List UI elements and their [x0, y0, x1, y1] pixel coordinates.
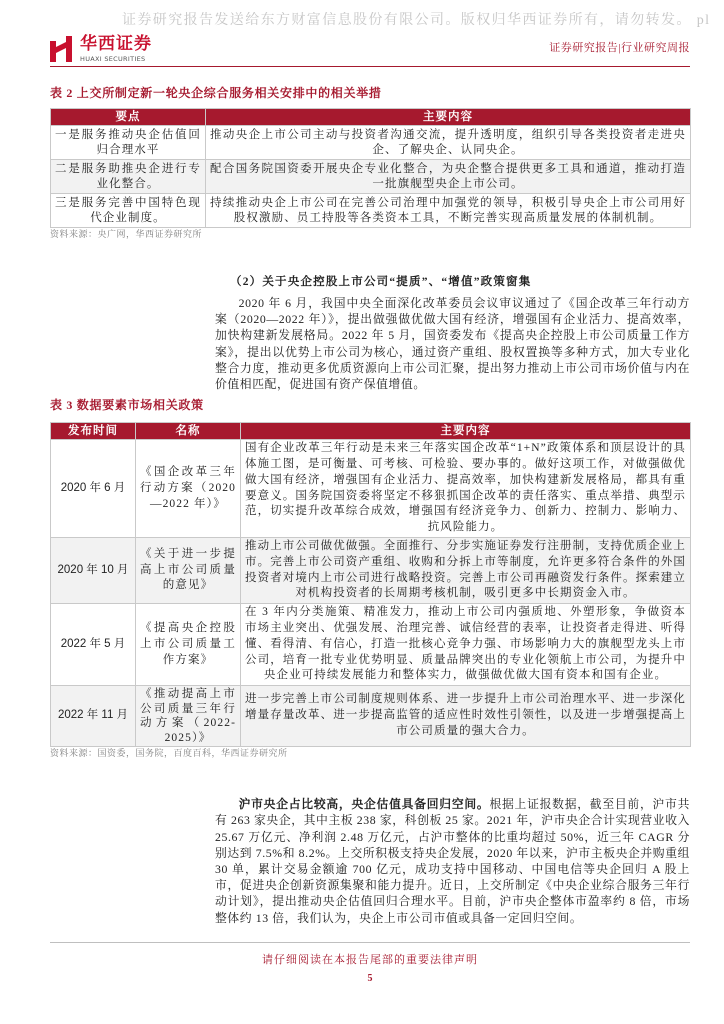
table-3-row-4-content: 进一步完善上市公司制度规则体系、进一步提升上市公司治理水平、进一步深化增量存量改革、进一步提高监管的适应性时效性引领性，以及进一步增强提高上市公司质量的强大合力。	[241, 686, 691, 747]
table-3-row-2-name: 《关于进一步提高上市公司质量的意见》	[136, 538, 241, 604]
huaxi-logo-icon	[50, 36, 74, 62]
table-row	[51, 194, 691, 228]
main-content	[50, 86, 690, 926]
watermark-text: 证券研究报告发送给东方财富信息股份有限公司。版权归华西证券所有，请勿转发。 pl	[122, 13, 711, 28]
table-3-row-1-content: 国有企业改革三年行动是未来三年落实国企改革“1+N”政策体系和顶层设计的具体施工图，是可衡量、可考核、可检验、要办事的。做好这项工作，对做强做优做大国有经济，增强国有企业活力、提高效率，加快构建新发展格局，都具有重要意义。国务院国资委将坚定不移狠抓国企改革的责任落实、重点举措、典型示范，切实提升改革综合成效，增强国有经济竞争力、创新力、控制力、影响力、抗风险能力。	[241, 440, 691, 538]
table-3-header-name: 名称	[136, 423, 241, 440]
paragraph-lead: 沪市央企占比较高，央企估值具备回归空间。	[238, 797, 490, 812]
logo-chinese-name: 华西证券	[80, 34, 152, 54]
table-row	[51, 126, 691, 160]
policy-paragraph: 2020 年 6 月，我国中央全面深化改革委员会议审议通过了《国企改革三年行动方案（2020—2022 年）》，提出做强做优做大国有经济，增强国有企业活力、提高效率，加快构建新发展格局。2022 年 5 月，国资委发布《提高央企控股上市公司质量工作方案》，提出以优势上市公司为核心，通过资产重组、股权置换等多种方式，加大专业化整合力度，推动更多优质资源向上市公司汇聚，提出努力推动上市公司市场价值与内在价值相匹配，促进国有资产保值增值。	[215, 296, 690, 392]
table-3-row-2-date: 2020 年 10 月	[51, 538, 136, 604]
table-3-header-content: 主要内容	[241, 423, 691, 440]
table-2-row-1-content: 推动央企上市公司主动与投资者沟通交流，提升透明度，组织引导各类投资者走进央企、了解央企、认同央企。	[206, 126, 691, 160]
table-2-header-content: 主要内容	[206, 109, 691, 126]
table-3-source: 资料来源：国资委，国务院，百度百科，华西证券研究所	[50, 748, 288, 759]
table-3-row-2-content: 推动上市公司做优做强。全面推行、分步实施证券发行注册制，支持优质企业上市。完善上市公司资产重组、收购和分拆上市等制度，允许更多符合条件的外国投资者对境内上市公司进行战略投资。完善上市公司再融资发行条件。探索建立对机构投资者的长周期考核机制，吸引更多中长期资金入市。	[241, 538, 691, 604]
table-header-row	[51, 109, 691, 126]
table-2-row-1-point: 一是服务推动央企估值回归合理水平	[51, 126, 206, 160]
logo-english-name: HUAXI SECURITIES	[80, 55, 146, 63]
table-3-title: 表 3 数据要素市场相关政策	[50, 398, 204, 413]
table-3-row-3-date: 2022 年 5 月	[51, 604, 136, 686]
table-2	[50, 108, 691, 228]
valuation-paragraph	[215, 796, 690, 926]
header-divider	[50, 66, 690, 67]
table-2-header-point: 要点	[51, 109, 206, 126]
table-3-row-4-date: 2022 年 11 月	[51, 686, 136, 747]
table-row	[51, 604, 691, 686]
footer-divider	[50, 942, 690, 943]
table-3-row-1-name: 《国企改革三年行动方案（2020—2022 年）》	[136, 440, 241, 538]
table-2-row-2-point: 二是服务助推央企进行专业化整合。	[51, 160, 206, 194]
table-2-title: 表 2 上交所制定新一轮央企综合服务相关安排中的相关举措	[50, 86, 382, 100]
table-3-row-1-date: 2020 年 6 月	[51, 440, 136, 538]
table-3-row-4-name: 《推动提高上市公司质量三年行动方案（2022-2025）》	[136, 686, 241, 747]
table-row	[51, 440, 691, 538]
huaxi-logo	[50, 34, 162, 64]
table-3-header-date: 发布时间	[51, 423, 136, 440]
table-header-row	[51, 423, 691, 440]
table-2-row-2-content: 配合国务院国资委开展央企专业化整合，为央企整合提供更多工具和通道，推动打造一批旗舰型央企上市公司。	[206, 160, 691, 194]
table-row	[51, 538, 691, 604]
table-2-row-3-content: 持续推动央企上市公司在完善公司治理中加强党的领导，积极引导央企上市公司用好股权激励、员工持股等各类资本工具，不断完善实现高质量发展的体制机制。	[206, 194, 691, 228]
section-heading: （2）关于央企控股上市公司“提质”、“增值”政策窗集	[230, 276, 532, 288]
table-row	[51, 686, 691, 747]
table-3	[50, 422, 691, 747]
page-number: 5	[367, 973, 373, 984]
table-3-row-3-content: 在 3 年内分类施策、精准发力，推动上市公司内强质地、外塑形象，争做资本市场主业突出、优强发展、治理完善、诚信经营的表率，让投资者走得进、听得懂、看得清、有信心，打造一批核心竞争力强、市场影响力大的旗舰型龙头上市公司，培育一批专业优势明显、质量品牌突出的专业化领航上市公司，为提升中央企业可持续发展能力和整体实力，做强做优做大国有资本和国有企业。	[241, 604, 691, 686]
table-3-row-3-name: 《提高央企控股上市公司质量工作方案》	[136, 604, 241, 686]
paragraph-body: 根据上证报数据，截至目前，沪市共有 263 家央企，其中主板 238 家，科创板 25 家。2021 年，沪市央企合计实现营业收入 25.67 万亿元、净利润 2.48 万亿元，占沪市整体的比重均超过 50%，近三年 CAGR 分别达到 7.5%和 8.2%。上交所积极支持央企发展，2020 年以来，沪市主板央企并购重组 30 单，累计交易金额逾 700 亿元，成功支持中国移动、中国电信等央企回归 A 股上市，促进央企创新资源集聚和能力提升。近日，上交所制定《中央企业综合服务三年行动计划》，提出推动央企估值回归合理水平。目前，沪市央企整体市盈率约 8 倍，市场整体约 13 倍，我们认为，央企上市公司市值或具备一定回归空间。	[215, 797, 690, 925]
table-2-source: 资料来源：央广网，华西证券研究所	[50, 229, 203, 239]
legal-disclaimer: 请仔细阅读在本报告尾部的重要法律声明	[262, 954, 478, 966]
table-2-row-3-point: 三是服务完善中国特色现代企业制度。	[51, 194, 206, 228]
table-row	[51, 160, 691, 194]
report-type-label: 证券研究报告|行业研究周报	[549, 42, 690, 54]
